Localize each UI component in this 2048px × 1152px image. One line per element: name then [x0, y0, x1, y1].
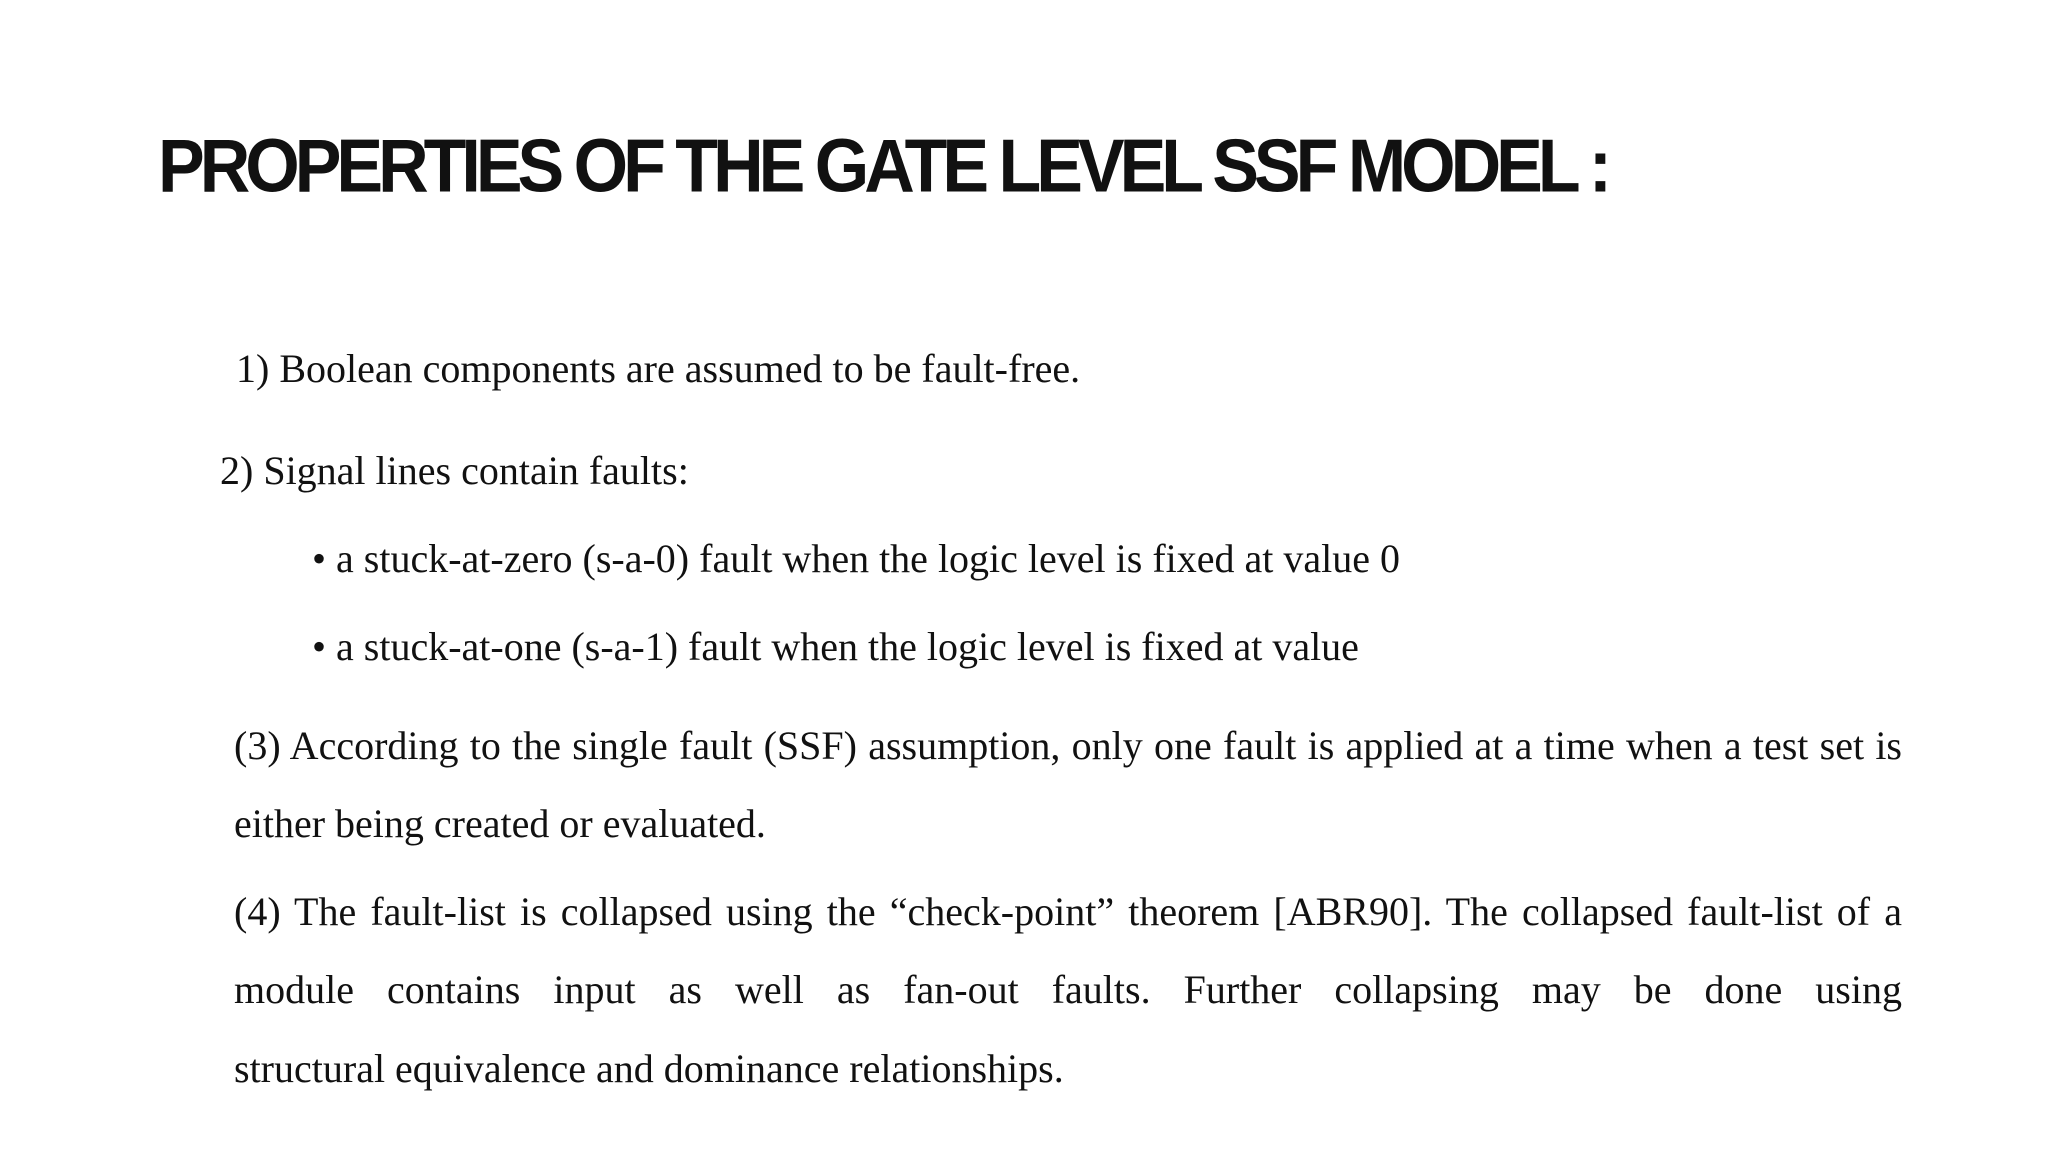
- item-4-fault-list-collapsing-last-line: structural equivalence and dominance relationships.: [234, 1046, 1064, 1091]
- item-4-fault-list-collapsing: (4) The fault-list is collapsed using the “check-point” theorem [ABR90]. The collapsed fault-list of a module contains input as well as fan-out faults. Further collapsing may be done using: [234, 889, 1902, 1012]
- slide-title: PROPERTIES OF THE GATE LEVEL SSF MODEL :: [158, 123, 1608, 208]
- item-2-signal-lines: 2) Signal lines contain faults:: [220, 448, 689, 493]
- item-1-boolean-components: 1) Boolean components are assumed to be fault-free.: [236, 346, 1081, 391]
- item-3-single-fault-assumption: (3) According to the single fault (SSF) assumption, only one fault is applied at a time when a test set is either being created or evaluated.: [234, 723, 1902, 846]
- bullet-stuck-at-one: • a stuck-at-one (s-a-1) fault when the logic level is fixed at value: [312, 624, 1359, 669]
- bullet-stuck-at-zero: • a stuck-at-zero (s-a-0) fault when the logic level is fixed at value 0: [312, 536, 1401, 581]
